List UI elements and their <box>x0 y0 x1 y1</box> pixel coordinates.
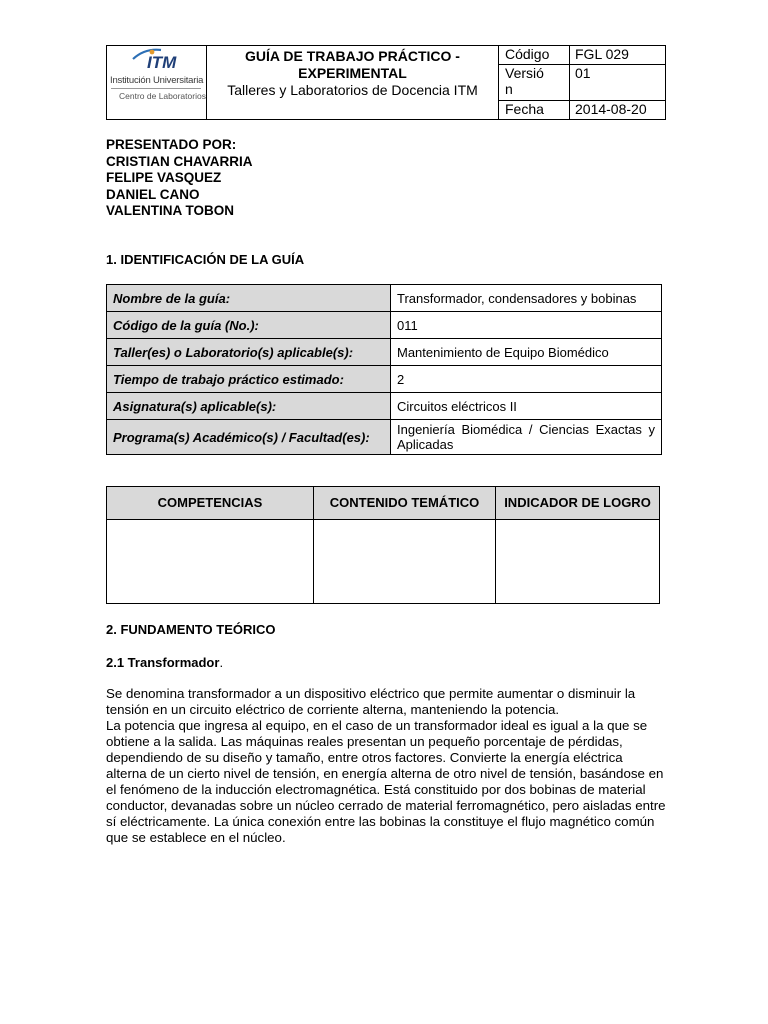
logo-divider <box>111 88 201 89</box>
indicador-cell <box>496 520 660 604</box>
section-2-title: 2. FUNDAMENTO TEÓRICO <box>106 622 276 637</box>
table-row <box>107 420 662 455</box>
table-row <box>107 339 662 366</box>
contenido-cell <box>314 520 496 604</box>
header-indicador: INDICADOR DE LOGRO <box>496 487 660 520</box>
row-label: Código de la guía (No.): <box>107 312 391 339</box>
logo-center-text: Centro de Laboratorios <box>119 91 206 101</box>
version-label <box>499 65 570 100</box>
subsection-text: 2.1 Transformador <box>106 655 220 670</box>
author-name: FELIPE VASQUEZ <box>106 170 222 185</box>
logo-institution-text: Institución Universitaria <box>110 75 204 86</box>
doc-title-line1: GUÍA DE TRABAJO PRÁCTICO - <box>245 48 460 64</box>
row-value: 2 <box>391 366 662 393</box>
row-label: Tiempo de trabajo práctico estimado: <box>107 366 391 393</box>
identification-table <box>106 284 662 455</box>
codigo-label: Código <box>499 46 570 65</box>
table-row <box>107 285 662 312</box>
row-label: Nombre de la guía: <box>107 285 391 312</box>
subsection-dot: . <box>219 655 224 670</box>
doc-subtitle: Talleres y Laboratorios de Docencia ITM <box>227 82 478 98</box>
row-label: Asignatura(s) aplicable(s): <box>107 393 391 420</box>
row-value: 011 <box>391 312 662 339</box>
paragraph: Se denomina transformador a un dispositivo eléctrico que permite aumentar o disminuir la tensión en un circuito eléctrico de corriente alterna, manteniendo la potencia. <box>106 686 636 717</box>
theory-text <box>106 686 666 846</box>
version-value: 01 <box>570 65 666 100</box>
row-value: Circuitos eléctricos II <box>391 393 662 420</box>
row-label: Programa(s) Académico(s) / Facultad(es): <box>107 420 391 455</box>
table-row <box>107 393 662 420</box>
author-name: CRISTIAN CHAVARRIA <box>106 153 253 169</box>
title-cell <box>207 46 499 120</box>
author-name: DANIEL CANO <box>106 186 200 202</box>
presented-by <box>106 137 253 220</box>
row-value: Ingeniería Biomédica / Ciencias Exactas y Aplicadas <box>391 420 662 455</box>
section-1-title: 1. IDENTIFICACIÓN DE LA GUÍA <box>106 252 305 267</box>
document-header <box>106 45 666 120</box>
author-name: VALENTINA TOBON <box>106 203 234 218</box>
row-value: Mantenimiento de Equipo Biomédico <box>391 339 662 366</box>
table-row <box>107 366 662 393</box>
presented-heading: PRESENTADO POR: <box>106 137 237 152</box>
logo-cell <box>107 46 207 120</box>
fecha-value: 2014-08-20 <box>570 100 666 119</box>
version-label-1: Versió <box>505 65 544 82</box>
row-value: Transformador, condensadores y bobinas <box>391 285 662 312</box>
paragraph: La potencia que ingresa al equipo, en el caso de un transformador ideal es igual a la que se obtiene a la salida. Las máquinas reales presentan un pequeño porcentaje de pérdidas, dependiendo de su diseño y tamaño, entre otros factores. Convierte la energía eléctrica alterna de un cierto nivel de tensión, en energía alterna de otro nivel de tensión, basándose en el fenómeno de la inducción electromagnética. Está constituido por dos bobinas de material conductor, devanadas sobre un núcleo cerrado de material ferromagnético, pero aisladas entre sí eléctricamente. La única conexión entre las bobinas la constituye el flujo magnético común que se establece en el núcleo. <box>106 718 666 845</box>
header-competencias: COMPETENCIAS <box>107 487 314 520</box>
subsection-title <box>106 655 223 670</box>
competencias-table <box>106 486 660 604</box>
itm-logo <box>131 47 187 71</box>
header-contenido: CONTENIDO TEMÁTICO <box>314 487 496 520</box>
fecha-label: Fecha <box>499 100 570 119</box>
logo-text: ITM <box>147 53 177 71</box>
competencias-cell <box>107 520 314 604</box>
doc-title-line2: EXPERIMENTAL <box>298 65 407 81</box>
row-label: Taller(es) o Laboratorio(s) aplicable(s): <box>107 339 391 366</box>
codigo-value: FGL 029 <box>570 46 666 65</box>
version-label-2: n <box>505 81 513 98</box>
table-row <box>107 312 662 339</box>
